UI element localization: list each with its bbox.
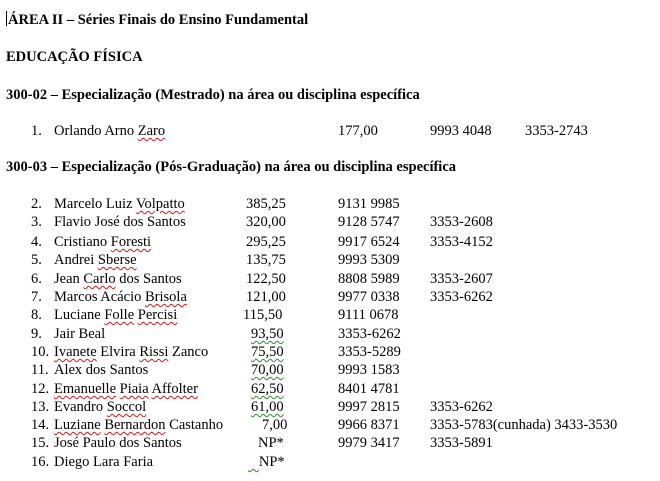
- row-number: 2.: [31, 196, 42, 212]
- candidate-name: Evandro Soccol: [54, 399, 147, 415]
- candidate-name: Jair Beal: [54, 326, 106, 342]
- candidate-score: ​ NP*: [248, 454, 285, 470]
- row-number: 15.: [31, 435, 50, 451]
- candidate-score: 295,25: [246, 234, 286, 250]
- candidate-score: 75,50: [251, 344, 284, 360]
- candidate-phone-1: 9993 4048: [430, 123, 492, 139]
- candidate-phone-2: 3353-5783(cunhada) 3433-3530: [430, 417, 618, 433]
- candidate-name: Emanuelle Piaia Affolter: [54, 381, 198, 397]
- candidate-name: Andrei Sberse: [54, 252, 137, 268]
- candidate-phone-2: 3353-5891: [430, 435, 493, 451]
- row-number: 11.: [31, 362, 49, 378]
- candidate-phone-2: 3353-4152: [430, 234, 493, 250]
- candidate-phone-1: 9966 8371: [338, 417, 400, 433]
- subject-heading: EDUCAÇÃO FÍSICA: [6, 49, 143, 65]
- row-number: 12.: [31, 381, 50, 397]
- row-number: 3.: [31, 214, 42, 230]
- candidate-name: Jean Carlo dos Santos: [54, 271, 182, 287]
- candidate-name: Cristiano Foresti: [54, 234, 152, 250]
- candidate-score: 70,00: [251, 362, 284, 378]
- candidate-phone-1: 8808 5989: [338, 271, 400, 287]
- candidate-phone-1: 9997 2815: [338, 399, 400, 415]
- candidate-phone-1: 9993 1583: [338, 362, 400, 378]
- candidate-score: 121,00: [246, 289, 286, 305]
- candidate-phone-1: 9131 9985: [338, 196, 400, 212]
- candidate-phone-1: 9993 5309: [338, 252, 400, 268]
- row-number: 16.: [31, 454, 50, 470]
- row-number: 10.: [31, 344, 50, 360]
- section-title-pos-graduacao: 300-03 – Especialização (Pós-Graduação) na área ou disciplina específica: [6, 159, 457, 175]
- candidate-phone-2: 3353-6262: [430, 399, 493, 415]
- candidate-phone-1: 9111 0678: [338, 307, 399, 323]
- candidate-phone-1: 9977 0338: [338, 289, 400, 305]
- row-number: 14.: [31, 417, 50, 433]
- candidate-name: Marcelo Luiz Volpatto: [54, 196, 185, 212]
- candidate-phone-1: 3353-5289: [338, 344, 401, 360]
- candidate-phone-2: 3353-2607: [430, 271, 493, 287]
- candidate-score: NP*: [258, 435, 284, 451]
- row-number: 1.: [31, 123, 42, 139]
- candidate-phone-1: 9979 3417: [338, 435, 400, 451]
- area-title: ÁREA II – Séries Finais do Ensino Fundamental: [8, 12, 309, 28]
- candidate-name: Marcos Acácio Brisola: [54, 289, 187, 305]
- candidate-name: Flavio José dos Santos: [54, 214, 186, 230]
- candidate-name: Diego Lara Faria: [54, 454, 154, 470]
- row-number: 13.: [31, 399, 50, 415]
- row-number: 4.: [31, 234, 42, 250]
- candidate-name: Alex dos Santos: [54, 362, 149, 378]
- row-number: 8.: [31, 307, 42, 323]
- candidate-name: Luziane Bernardon Castanho: [54, 417, 224, 433]
- candidate-phone-1: 8401 4781: [338, 381, 400, 397]
- candidate-phone-2: 3353-6262: [430, 289, 493, 305]
- candidate-name: Ivanete Elvira Rissi Zanco: [54, 344, 209, 360]
- candidate-phone-2: 3353-2743: [525, 123, 588, 139]
- candidate-phone-1: 3353-6262: [338, 326, 401, 342]
- row-number: 5.: [31, 252, 42, 268]
- section-title-mestrado: 300-02 – Especialização (Mestrado) na área ou disciplina específica: [6, 87, 420, 103]
- candidate-phone-1: 9128 5747: [338, 214, 400, 230]
- row-number: 6.: [31, 271, 42, 287]
- candidate-score: 7,00: [262, 417, 288, 433]
- candidate-score: 122,50: [246, 271, 286, 287]
- candidate-score: 61,00: [251, 399, 284, 415]
- candidate-score: 93,50: [251, 326, 284, 342]
- row-number: 9.: [31, 326, 42, 342]
- candidate-phone-1: 9917 6524: [338, 234, 400, 250]
- candidate-score: 135,75: [246, 252, 286, 268]
- candidate-phone-2: 3353-2608: [430, 214, 493, 230]
- candidate-score: 320,00: [246, 214, 286, 230]
- candidate-name: Orlando Arno Zaro: [54, 123, 166, 139]
- candidate-name: Luciane Folle Percisi: [54, 307, 178, 323]
- candidate-score: 177,00: [338, 123, 378, 139]
- candidate-score: 115,50: [243, 307, 283, 323]
- text-cursor: [6, 11, 7, 26]
- candidate-name: José Paulo dos Santos: [54, 435, 182, 451]
- candidate-score: 385,25: [246, 196, 286, 212]
- row-number: 7.: [31, 289, 42, 305]
- candidate-score: 62,50: [251, 381, 284, 397]
